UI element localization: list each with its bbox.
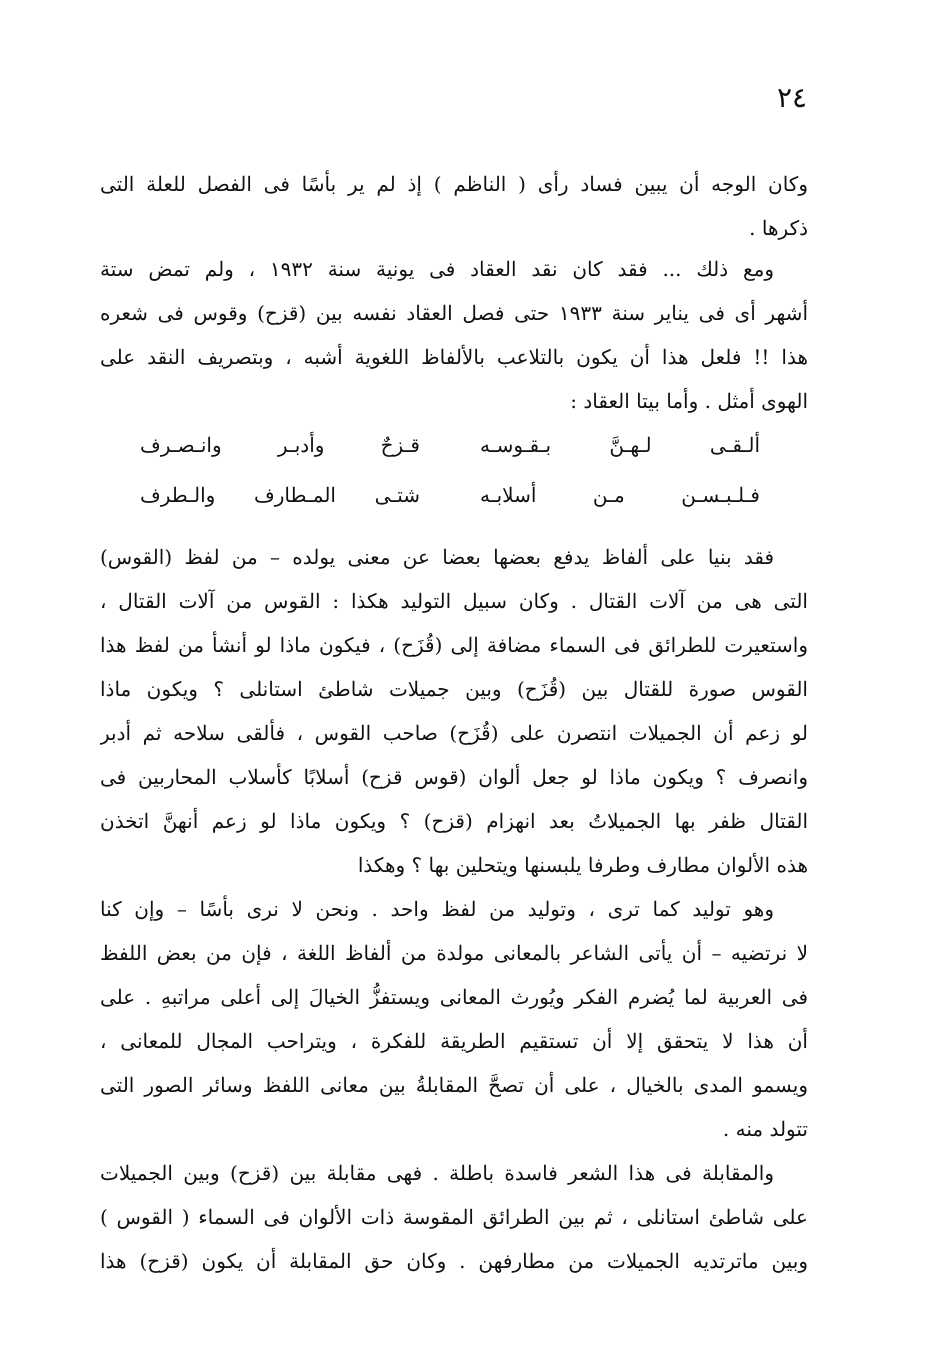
poem-verses [140, 420, 760, 520]
text-line: والمقابلة فى هذا الشعر فاسدة باطلة . فهى مقابلة بين (قزح) وبين الجميلات [100, 1161, 774, 1185]
poem-verse [140, 420, 760, 470]
text-line: التى هى من آلات القتال . وكان سبيل التوليد هكذا : القوس من آلات القتال ، [100, 589, 808, 613]
text-line: القتال ظفر بها الجميلاتُ بعد انهزام (قزح) ؟ ويكون ماذا لو زعم أنهنَّ اتخذن [100, 809, 808, 833]
paragraph-3 [100, 535, 808, 887]
text-line: على شاطئ استانلى ، ثم بين الطرائق المقوسة ذات الألوان فى السماء ( القوس ) [100, 1205, 808, 1229]
text-line: وهو توليد كما ترى ، وتوليد من لفظ واحد . ونحن لا نرى بأسًا – وإن كنا [100, 897, 774, 921]
paragraph-5 [100, 1151, 808, 1283]
text-line: ومع ذلك ... فقد كان نقد العقاد فى يونية سنة ١٩٣٢ ، ولم تمض ستة [100, 257, 775, 281]
text-line: واستعيرت للطرائق فى السماء مضافة إلى (قُزَح) ، فيكون ماذا لو أنشأ من لفظ هذا [100, 633, 808, 657]
text-line: تتولد منه . [722, 1117, 808, 1141]
text-line: القوس صورة للقتال بين (قُزَح) وبين جميلات شاطئ استانلى ؟ ويكون ماذا [100, 677, 808, 701]
text-line: الهوى أمثل . وأما بيتا العقاد : [570, 389, 808, 413]
text-line: أشهر أى فى يناير سنة ١٩٣٣ حتى فصل العقاد نفسه بين (قزح) وقوس فى شعره [100, 301, 808, 325]
text-line: لا نرتضيه – أن يأتى الشاعر بالمعانى مولدة من ألفاظ اللغة ، فإن من بعض اللفظ [100, 941, 808, 965]
text-line: وانصرف ؟ ويكون ماذا لو جعل ألوان (قوس قزح) أسلابًا كأسلاب المحاربين فى [100, 765, 808, 789]
text-line: هذه الألوان مطارف وطرفا يلبسنها ويتحلين بها ؟ وهكذا [357, 853, 808, 877]
poem-verse [140, 470, 760, 520]
text-line: ذكرها . [749, 216, 808, 240]
text-line: أن هذا لا يتحقق إلا أن تستقيم الطريقة للفكرة ، ويتراحب المجال للمعانى ، [100, 1029, 808, 1053]
text-line: هذا !! فلعل هذا أن يكون بالتلاعب بالألفاظ اللغوية أشبه ، وبتصريف النقد على [100, 345, 808, 369]
text-line: وكان الوجه أن يبين فساد رأى ( الناظم ) إذ لم ير بأسًا فى الفصل للعلة التى [100, 172, 808, 196]
text-line: فقد بنيا على ألفاظ يدفع بعضها بعضا عن معنى يولده – من لفظ (القوس) [100, 545, 774, 569]
verse-first-hemistich: ألـقـى لـهـنَّ بـقـوسـه [480, 433, 760, 457]
text-line: ويسمو المدى بالخيال ، على أن تصحَّ المقابلةُ بين معانى اللفظ وسائر الصور التى [100, 1073, 808, 1097]
text-line: لو زعم أن الجميلات انتصرن على (قُزَح) صاحب القوس ، فألقى سلاحه ثم أدبر [100, 721, 808, 745]
paragraph-1 [100, 162, 808, 250]
paragraph-2 [100, 247, 808, 423]
verse-first-hemistich: فـلـبـسـن مـن أسلابـه [480, 483, 760, 507]
page-number: ٢٤ [776, 81, 808, 114]
verse-second-hemistich: قـزحٌ وأدبـر وانـصـرف [140, 433, 420, 457]
text-line: وبين ماترتديه الجميلات من مطارفهن . وكان حق المقابلة أن يكون (قزح) هذا [100, 1249, 808, 1273]
text-line: فى العربية لما يُضرم الفكر ويُورث المعانى ويستفزُّ الخيالَ إلى أعلى مراتبهِ . على [100, 985, 808, 1009]
verse-second-hemistich: شتـى المـطارف والـطرف [140, 483, 420, 507]
paragraph-4 [100, 887, 808, 1151]
